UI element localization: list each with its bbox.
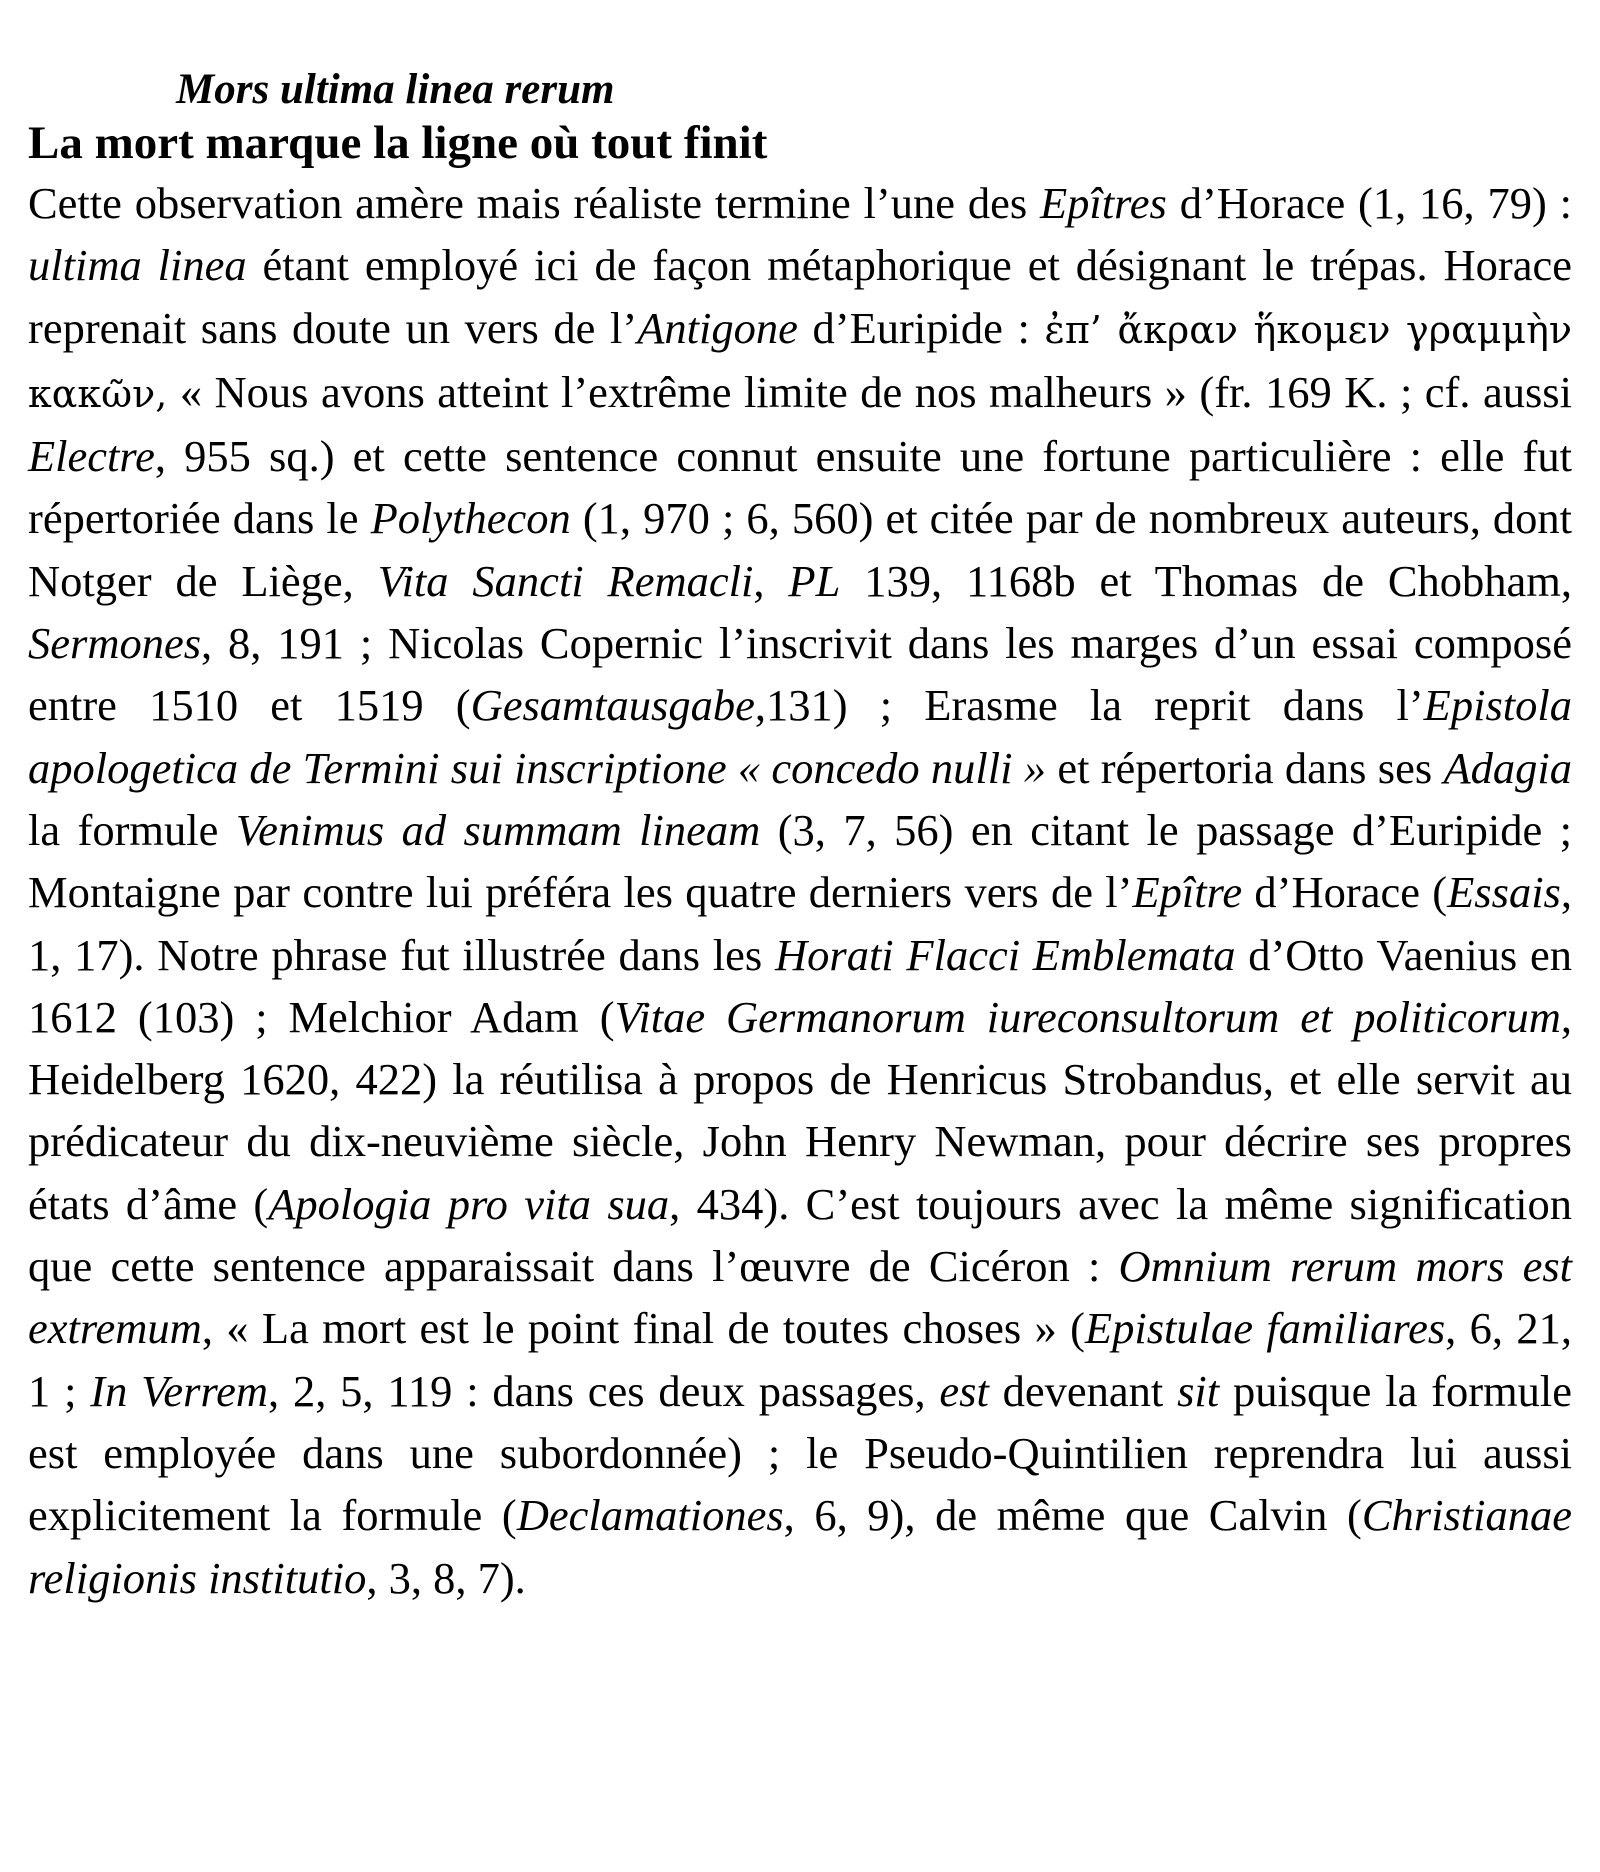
entry-commentary (28, 172, 1572, 1609)
italic-citation: Vita Sancti Remacli (377, 555, 754, 606)
body-text-run: 139, 1168b et Thomas de Chobham, (840, 555, 1573, 606)
body-text-run: , 955 sq.) et cette sentence connut ensuite une fortune particulière : elle fut répertoriée dans le (28, 431, 1572, 544)
italic-citation: Declamationes (516, 1490, 784, 1541)
body-text-run: (1, 970 ; 6, 560) et citée par de nombreux auteurs, dont Notger de Liège, (28, 493, 1573, 606)
italic-citation: Gesamtausgabe (470, 680, 755, 731)
italic-citation: Epître (1132, 867, 1243, 918)
body-text-run: étant employé ici de façon métaphorique et désignant le trépas. Horace reprenait sans doute un vers de l’ (28, 240, 1572, 353)
body-text-run: , (753, 555, 789, 606)
body-text-run: la formule (28, 804, 236, 855)
body-text-run: (3, 7, 56) en citant le passage d’Euripide ; Montaigne par contre lui préféra les quatre derniers vers de l’ (28, 804, 1572, 918)
italic-citation: Horati Flacci Emblemata (774, 929, 1236, 980)
body-text-run: d’Otto Vaenius en 1612 (103) ; Melchior Adam ( (28, 929, 1572, 1042)
italic-citation: Adagia (1443, 742, 1572, 793)
body-text-run: , 8, 191 ; Nicolas Copernic l’inscrivit dans les marges d’un essai composé entre 1510 et 1519 ( (28, 618, 1572, 731)
greek-quotation: ἐπ’ ἄκραν ἥκομεν γραμμὴν κακῶν, (28, 307, 1572, 416)
italic-citation: Epistulae familiares (1084, 1303, 1446, 1354)
italic-citation: PL (788, 555, 841, 606)
body-text-run: , 1, 17). Notre phrase fut illustrée dans les (28, 867, 1572, 980)
body-text-run: , 6, 21, 1 ; (28, 1303, 1572, 1416)
italic-citation: Polythecon (370, 493, 571, 544)
body-text-run: , Heidelberg 1620, 422) la réutilisa à propos de Henricus Strobandus, et elle servit au prédicateur du dix-neuvième siècle, John Henry Newman, pour décrire ses propres états d’âme ( (28, 991, 1572, 1229)
dictionary-entry (28, 64, 1572, 1609)
italic-citation: Sermones (28, 618, 202, 669)
body-text-run: , 2, 5, 119 : dans ces deux passages, (268, 1365, 940, 1416)
body-text-run: Cette observation amère mais réaliste termine l’une des (28, 178, 1040, 228)
body-text-run: d’Horace (1, 16, 79) : (1166, 178, 1573, 228)
italic-citation: Apologia pro vita sua (268, 1178, 670, 1229)
body-text-run: d’Euripide : (797, 302, 1045, 353)
body-text-run: d’Horace ( (1242, 867, 1448, 918)
italic-citation: Epîtres (1039, 178, 1167, 228)
italic-citation: sit (1177, 1365, 1220, 1416)
body-text-run: , 3, 8, 7). (366, 1552, 526, 1603)
body-text-run: ,131) ; Erasme la reprit dans l’ (754, 680, 1424, 731)
body-text-run: puisque la formule est employée dans une subordonnée) ; le Pseudo-Quintilien reprendra lui aussi explicitement la formule ( (28, 1365, 1572, 1541)
italic-citation: Christianae religionis institutio (28, 1490, 1572, 1603)
italic-citation: Vitae Germanorum iureconsultorum et politicorum (614, 991, 1561, 1042)
body-text-run: , « La mort est le point final de toutes choses » ( (201, 1303, 1085, 1354)
italic-citation: Essais (1447, 867, 1561, 918)
french-translation: La mort marque la ligne où tout finit (28, 117, 768, 169)
body-text-run: devenant (988, 1365, 1178, 1416)
body-text-run: , 6, 9), de même que Calvin ( (783, 1490, 1362, 1541)
italic-citation: Venimus ad summam lineam (235, 804, 761, 855)
italic-citation: In Verrem (90, 1365, 269, 1416)
body-text-run: et répertoria dans ses (1046, 742, 1444, 793)
body-text-run: « Nous avons atteint l’extrême limite de nos malheurs » (fr. 169 K. ; cf. aussi (167, 366, 1572, 417)
italic-citation: Epistola apologetica de Termini sui inscriptione « concedo nulli » (28, 680, 1572, 793)
italic-citation: ultima linea (28, 240, 247, 291)
body-text-run: , 434). C’est toujours avec la même signification que cette sentence apparaissait dans l’œuvre de Cicéron : (28, 1178, 1573, 1292)
italic-citation: Omnium rerum mors est extremum (28, 1241, 1573, 1354)
italic-citation: est (939, 1365, 989, 1416)
italic-citation: Antigone (637, 302, 798, 353)
italic-citation: Electre (28, 431, 155, 482)
latin-headword: Mors ultima linea rerum (176, 66, 615, 113)
